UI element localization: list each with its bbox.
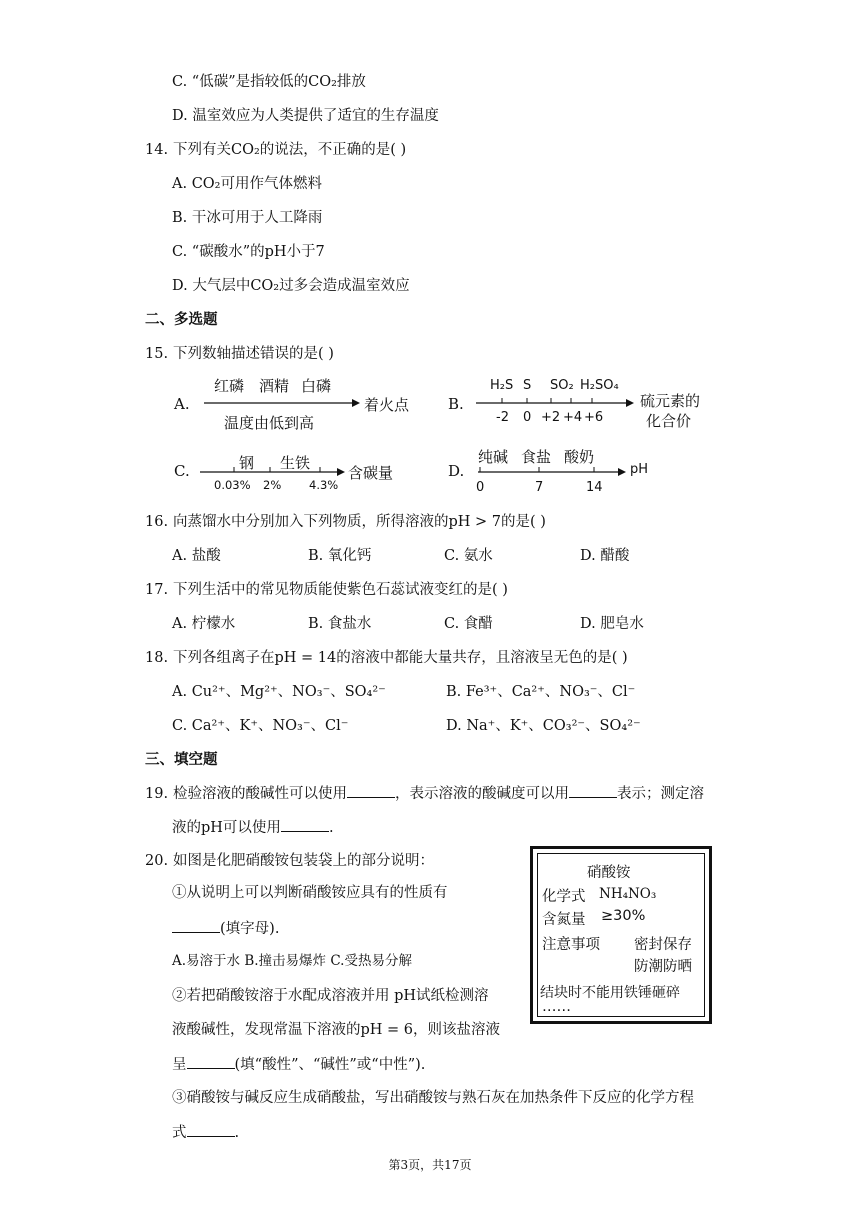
label-ellipsis: …… [542,999,571,1015]
q17-option-a: A. 柠檬水 [172,616,236,632]
page-footer: 第3页，共17页 [388,1158,472,1172]
q20-sub1-line-2 [172,918,279,939]
q15-d-label-3: 酸奶 [564,448,595,466]
q15-c-end-label: 含碳量 [348,464,394,482]
q20-sub3-line-2 [172,1122,239,1143]
q15-b-tick-4: +4 [563,410,583,425]
q20-sub2-text-a: 呈 [172,1057,187,1073]
q14-option-c: C. “碳酸水”的pH小于7 [172,244,325,260]
q20-sub3-text-b: . [234,1125,240,1141]
q19-blank-3[interactable] [281,817,329,832]
q15-c-tick-3: 4.3% [309,478,339,492]
q19-blank-1[interactable] [347,783,395,798]
q16-number: 16. [145,514,169,530]
q15-figure-a [172,372,432,432]
q15-figure-d [446,446,696,500]
q13-option-c: C. “低碳”是指较低的CO₂排放 [172,74,366,90]
q15-a-bottom-label: 温度由低到高 [224,414,315,432]
q15-c-tick-1: 0.03% [214,478,251,492]
q19-line-1 [145,783,704,804]
q16-option-a: A. 盐酸 [172,548,221,564]
section-heading-multi-choice: 二、多选题 [145,311,218,328]
q15-b-tick-5: +6 [584,410,604,425]
q15-b-label-2: S [523,378,532,393]
q20-blank-1[interactable] [172,918,220,933]
q16-option-b: B. 氧化钙 [308,548,372,564]
q15-figure-c [172,448,432,500]
q15-b-label-3: SO₂ [550,378,574,393]
q17-options [172,614,716,634]
q15-d-label-1: 纯碱 [478,448,509,466]
q14-number: 14. [145,142,169,158]
q15-a-letter: A. [174,395,190,413]
q15-a-label-2: 酒精 [259,377,290,395]
q17-option-c: C. 食醋 [444,616,493,632]
q15-b-end-label-1: 硫元素的 [640,392,701,410]
q15-a-label-3: 白磷 [301,377,332,395]
q15-b-tick-1: -2 [496,410,509,425]
q14-stem-text: 下列有关CO₂的说法，不正确的是( ) [173,142,407,158]
q14-stem [145,140,406,160]
q19-text-1: 检验溶液的酸碱性可以使用 [173,786,347,802]
q19-line-2 [172,817,334,838]
q15-d-tick-3: 14 [586,480,603,495]
label-formula-value: NH₄NO₃ [599,886,657,902]
label-warning: 结块时不能用铁锤砸碎 [540,985,680,1001]
q17-stem-text: 下列生活中的常见物质能使紫色石蕊试液变红的是( ) [173,582,508,598]
q19-blank-2[interactable] [569,783,617,798]
q15-a-end-label: 着火点 [364,396,410,414]
q16-stem [145,512,546,532]
q15-b-end-label-2: 化合价 [646,412,692,430]
q16-option-d: D. 醋酸 [580,548,630,564]
fertilizer-label-figure [530,846,712,1024]
q20-sub1-hint: (填字母). [220,921,280,937]
q18-option-c: C. Ca²⁺、K⁺、NO₃⁻、Cl⁻ [172,718,349,734]
q18-stem-text: 下列各组离子在pH = 14的溶液中都能大量共存，且溶液呈无色的是( ) [173,650,628,666]
q16-options [172,546,716,566]
q15-b-tick-2: 0 [523,410,532,425]
q18-option-a: A. Cu²⁺、Mg²⁺、NO₃⁻、SO₄²⁻ [172,684,386,700]
q20-blank-2[interactable] [187,1054,235,1069]
q15-stem [145,344,334,364]
q16-stem-text: 向蒸馏水中分别加入下列物质，所得溶液的pH > 7的是( ) [173,514,546,530]
q15-b-label-1: H₂S [490,378,514,393]
q15-c-label-1: 钢 [239,454,255,472]
q20-blank-3[interactable] [187,1122,235,1137]
q20-sub1-line-1: ①从说明上可以判断硝酸铵应具有的性质有 [172,885,448,901]
section-heading-fill-in: 三、填空题 [145,751,218,768]
q15-number: 15. [145,346,169,362]
q18-number: 18. [145,650,169,666]
label-nitrogen-value: ≥30% [601,908,646,924]
q15-c-label-2: 生铁 [280,454,311,472]
q17-stem [145,580,508,600]
q14-option-d: D. 大气层中CO₂过多会造成温室效应 [172,278,410,294]
q20-sub3-text-a: 式 [172,1125,187,1141]
q20-stem [145,851,434,871]
q19-text-2: ，表示溶液的酸碱度可以用 [395,786,569,802]
q15-d-label-2: 食盐 [521,448,552,466]
q15-d-tick-1: 0 [476,480,485,495]
q20-sub2-line-2: 液酸碱性，发现常温下溶液的pH = 6，则该盐溶液 [172,1022,501,1038]
q18-option-d: D. Na⁺、K⁺、CO₃²⁻、SO₄²⁻ [446,718,641,734]
q15-c-letter: C. [174,462,190,480]
q19-number: 19. [145,786,169,802]
q17-number: 17. [145,582,169,598]
q14-option-b: B. 干冰可用于人工降雨 [172,210,323,226]
q15-b-tick-3: +2 [541,410,561,425]
label-notes-value-2: 防潮防晒 [634,959,692,975]
q15-a-label-1: 红磷 [214,377,245,395]
label-nitrogen-key: 含氮量 [542,912,586,928]
q19-text-3: 表示；测定溶 [617,786,704,802]
q19-text-4: 液的pH可以使用 [172,820,281,836]
q15-d-end-label: pH [630,462,649,477]
q17-option-b: B. 食盐水 [308,616,372,632]
q14-option-a: A. CO₂可用作气体燃料 [172,176,322,192]
q20-number: 20. [145,853,169,869]
q15-c-tick-2: 2% [263,478,282,492]
q15-d-letter: D. [448,462,465,480]
label-formula-key: 化学式 [542,889,586,905]
q19-text-5: . [328,820,334,836]
q20-sub1-options: A.易溶于水 B.撞击易爆炸 C.受热易分解 [172,953,412,969]
q20-sub2-line-1: ②若把硝酸铵溶于水配成溶液并用 pH试纸检测溶 [172,988,489,1004]
q20-sub2-line-3 [172,1054,425,1075]
q15-figure-b [446,372,716,432]
q15-stem-text: 下列数轴描述错误的是( ) [173,346,334,362]
q15-b-label-4: H₂SO₄ [580,378,619,393]
q18-option-b: B. Fe³⁺、Ca²⁺、NO₃⁻、Cl⁻ [446,684,636,700]
label-title: 硝酸铵 [587,865,631,881]
q20-sub3-line-1: ③硝酸铵与碱反应生成硝酸盐，写出硝酸铵与熟石灰在加热条件下反应的化学方程 [172,1090,694,1106]
q17-option-d: D. 肥皂水 [580,616,644,632]
label-notes-key: 注意事项 [542,937,600,953]
q20-sub2-text-b: (填“酸性”、“碱性”或“中性”). [234,1057,426,1073]
label-notes-value-1: 密封保存 [634,937,692,953]
q13-option-d: D. 温室效应为人类提供了适宜的生存温度 [172,108,439,124]
q16-option-c: C. 氨水 [444,548,493,564]
q15-b-letter: B. [448,395,464,413]
q15-d-tick-2: 7 [535,480,544,495]
q20-stem-text: 如图是化肥硝酸铵包装袋上的部分说明： [173,853,434,869]
q18-stem [145,648,628,668]
